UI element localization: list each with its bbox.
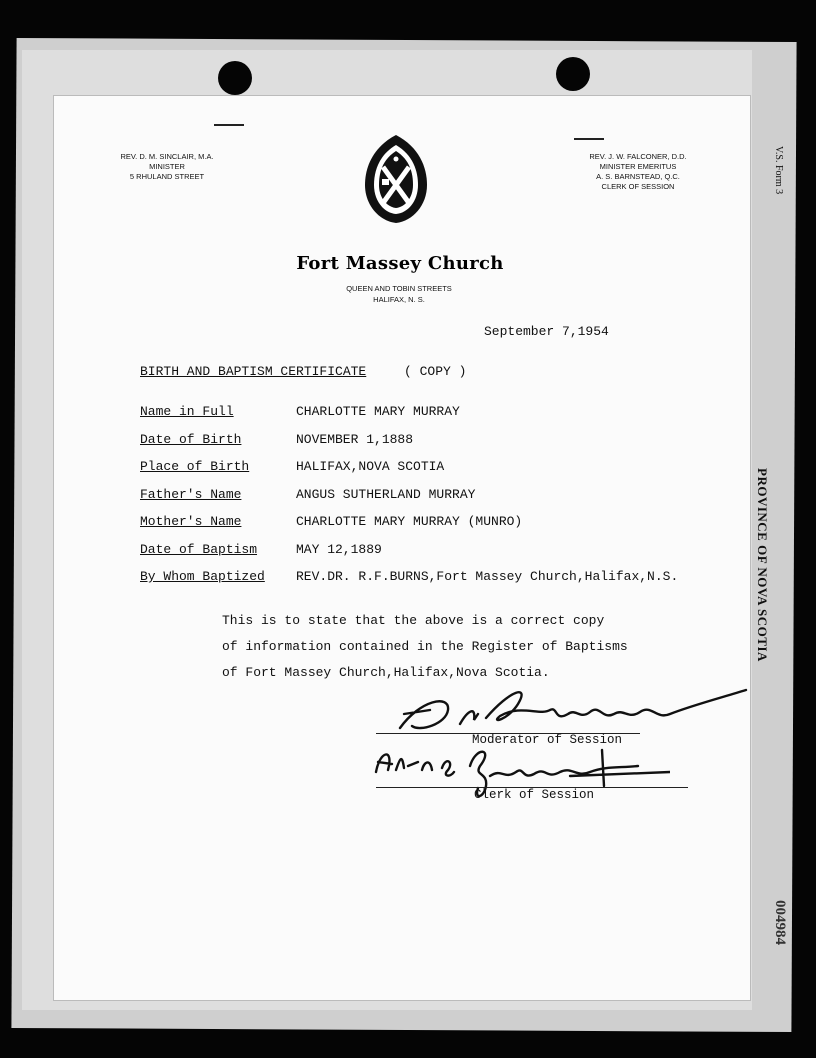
field-label-baptized-by: By Whom Baptized: [140, 569, 265, 584]
header-dash-left: [214, 124, 244, 126]
field-value-name: CHARLOTTE MARY MURRAY: [296, 404, 460, 419]
statement-line-2: of information contained in the Register of Baptisms: [222, 639, 628, 654]
clerk-caption: Clerk of Session: [474, 788, 595, 802]
minister-name: REV. D. M. SINCLAIR, M.A.: [120, 152, 214, 161]
church-street: QUEEN AND TOBIN STREETS: [346, 284, 452, 293]
church-address: [304, 283, 494, 305]
field-label-father: Father's Name: [140, 487, 242, 502]
field-value-father: ANGUS SUTHERLAND MURRAY: [296, 487, 476, 502]
church-city: HALIFAX, N. S.: [373, 295, 425, 304]
field-value-birth-place: HALIFAX,NOVA SCOTIA: [296, 459, 445, 474]
certificate-title: BIRTH AND BAPTISM CERTIFICATE: [140, 364, 367, 379]
field-label-baptism-date: Date of Baptism: [140, 542, 258, 557]
certificate-letter: [54, 96, 750, 1000]
punch-hole-left: [218, 61, 252, 95]
emeritus-name: REV. J. W. FALCONER, D.D.: [589, 152, 687, 161]
header-dash-right: [574, 138, 604, 140]
field-value-birth-date: NOVEMBER 1,1888: [296, 432, 414, 447]
field-label-mother: Mother's Name: [140, 514, 242, 529]
statement-line-1: This is to state that the above is a correct copy: [222, 613, 605, 628]
document-date: September 7,1954: [484, 324, 609, 339]
minister-address: 5 RHULAND STREET: [129, 172, 205, 181]
church-name: Fort Massey Church: [296, 253, 504, 274]
statement-line-3: of Fort Massey Church,Halifax,Nova Scotia.: [222, 665, 550, 680]
field-value-baptized-by: REV.DR. R.F.BURNS,Fort Massey Church,Halifax,N.S.: [296, 569, 679, 584]
church-crest-icon: [361, 133, 431, 225]
province-label: PROVINCE OF NOVA SCOTIA: [755, 468, 770, 662]
emeritus-title: MINISTER EMERITUS: [599, 162, 677, 171]
minister-block: [102, 152, 232, 182]
file-number: 004984: [772, 900, 788, 945]
form-label: V.S. Form 3: [773, 146, 784, 195]
clerk-name: A. S. BARNSTEAD, Q.C.: [596, 172, 680, 181]
moderator-signature: [390, 680, 750, 740]
officers-block: [562, 152, 714, 192]
moderator-caption: Moderator of Session: [472, 733, 623, 747]
minister-title: MINISTER: [149, 162, 185, 171]
field-label-birth-date: Date of Birth: [140, 432, 242, 447]
field-label-name: Name in Full: [140, 404, 234, 419]
clerk-title: CLERK OF SESSION: [601, 182, 675, 191]
punch-hole-right: [556, 57, 590, 91]
copy-note: ( COPY ): [404, 364, 467, 379]
field-value-mother: CHARLOTTE MARY MURRAY (MUNRO): [296, 514, 523, 529]
field-value-baptism-date: MAY 12,1889: [296, 542, 382, 557]
field-label-birth-place: Place of Birth: [140, 459, 250, 474]
